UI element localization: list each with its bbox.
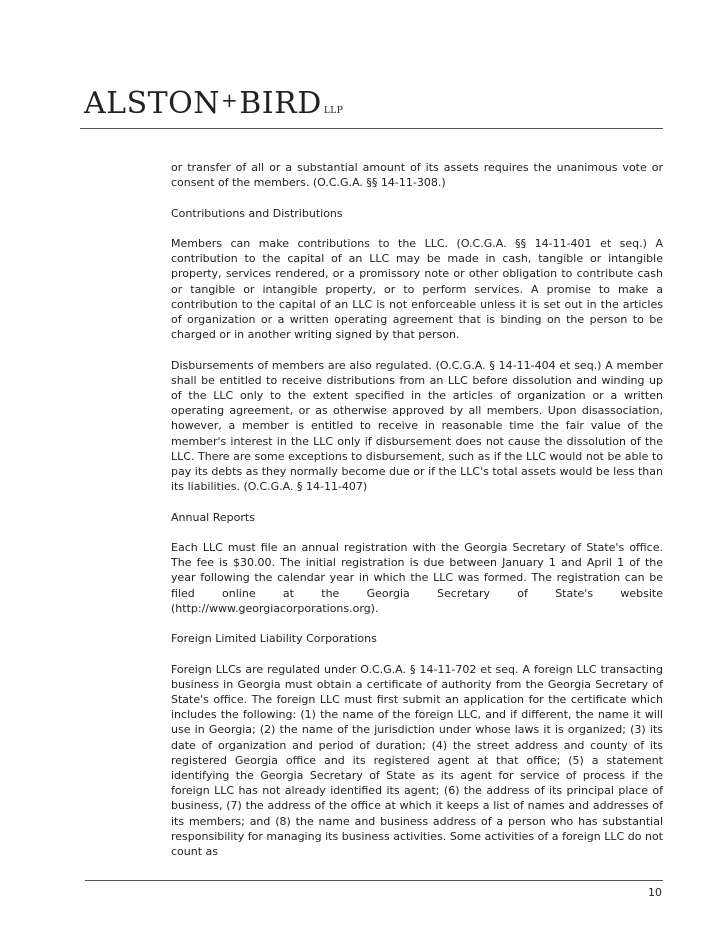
paragraph-2: Members can make contributions to the LLC. (O.C.G.A. §§ 14-11-401 et seq.) A contribution to the capital of an LLC may be made in cash, tangible or intangible property, services rendered, or a promissory note or other obligation to contribute cash or tangible or intangible property, or to perform services. A promise to make a contribution to the capital of an LLC is not enforceable unless it is set out in the articles of organization or a written operating agreement that is binding on the person to be charged or in another writing signed by that person. xyxy=(171,236,663,342)
logo-main: ALSTON xyxy=(84,86,220,121)
heading-annual-reports: Annual Reports xyxy=(171,510,255,524)
heading-contributions: Contributions and Distributions xyxy=(171,206,343,220)
paragraph-4: Each LLC must file an annual registration with the Georgia Secretary of State's office. The fee is $30.00. The initial registration is due between January 1 and April 1 of the year following the calendar year in which the LLC was formed. The registration can be filed online at the Georgia Secretary of State's website (http://www.georgiacorporations.org). xyxy=(171,541,663,615)
page-number: 10 xyxy=(648,886,662,899)
document-body xyxy=(171,160,663,874)
heading-foreign-llc: Foreign Limited Liability Corporations xyxy=(171,632,377,646)
footer-rule xyxy=(85,880,663,881)
logo-plus: + xyxy=(221,88,239,112)
paragraph-3: Disbursements of members are also regulated. (O.C.G.A. § 14-11-404 et seq.) A member shall be entitled to receive distributions from an LLC before dissolution and winding up of the LLC only to the extent specified in the articles of organization or a written operating agreement, or as otherwise approved by all members. Upon disassociation, however, a member is entitled to receive in reasonable time the fair value of the member's interest in the LLC only if disbursement does not cause the dissolution of the LLC. There are some exceptions to disbursement, such as if the LLC would not be able to pay its debts as they normally become due or if the LLC's total assets would be less than its liabilities. (O.C.G.A. § 14-11-407) xyxy=(171,358,663,494)
paragraph-5: Foreign LLCs are regulated under O.C.G.A. § 14-11-702 et seq. A foreign LLC transacting business in Georgia must obtain a certificate of authority from the Georgia Secretary of State's office. The foreign LLC must first submit an application for the certificate which includes the following: (1) the name of the foreign LLC, and if different, the name it will use in Georgia; (2) the name of the jurisdiction under whose laws it is organized; (3) its date of organization and period of duration; (4) the street address and county of its registered Georgia office and its registered agent at that office; (5) a statement identifying the Georgia Secretary of State as its agent for service of process if the foreign LLC has not already identified its agent; (6) the address of its principal place of business, (7) the address of the office at which it keeps a list of names and addresses of its members; and (8) the name and business address of a person who has substantial responsibility for managing its business activities. Some activities of a foreign LLC do not count as xyxy=(171,662,663,859)
logo-suffix: LLP xyxy=(323,106,344,116)
paragraph-1: or transfer of all or a substantial amount of its assets requires the unanimous vote or consent of the members. (O.C.G.A. §§ 14-11-308.) xyxy=(171,161,663,190)
header-rule xyxy=(80,128,663,129)
logo-second: BIRD xyxy=(239,86,322,121)
firm-logo xyxy=(84,82,343,129)
